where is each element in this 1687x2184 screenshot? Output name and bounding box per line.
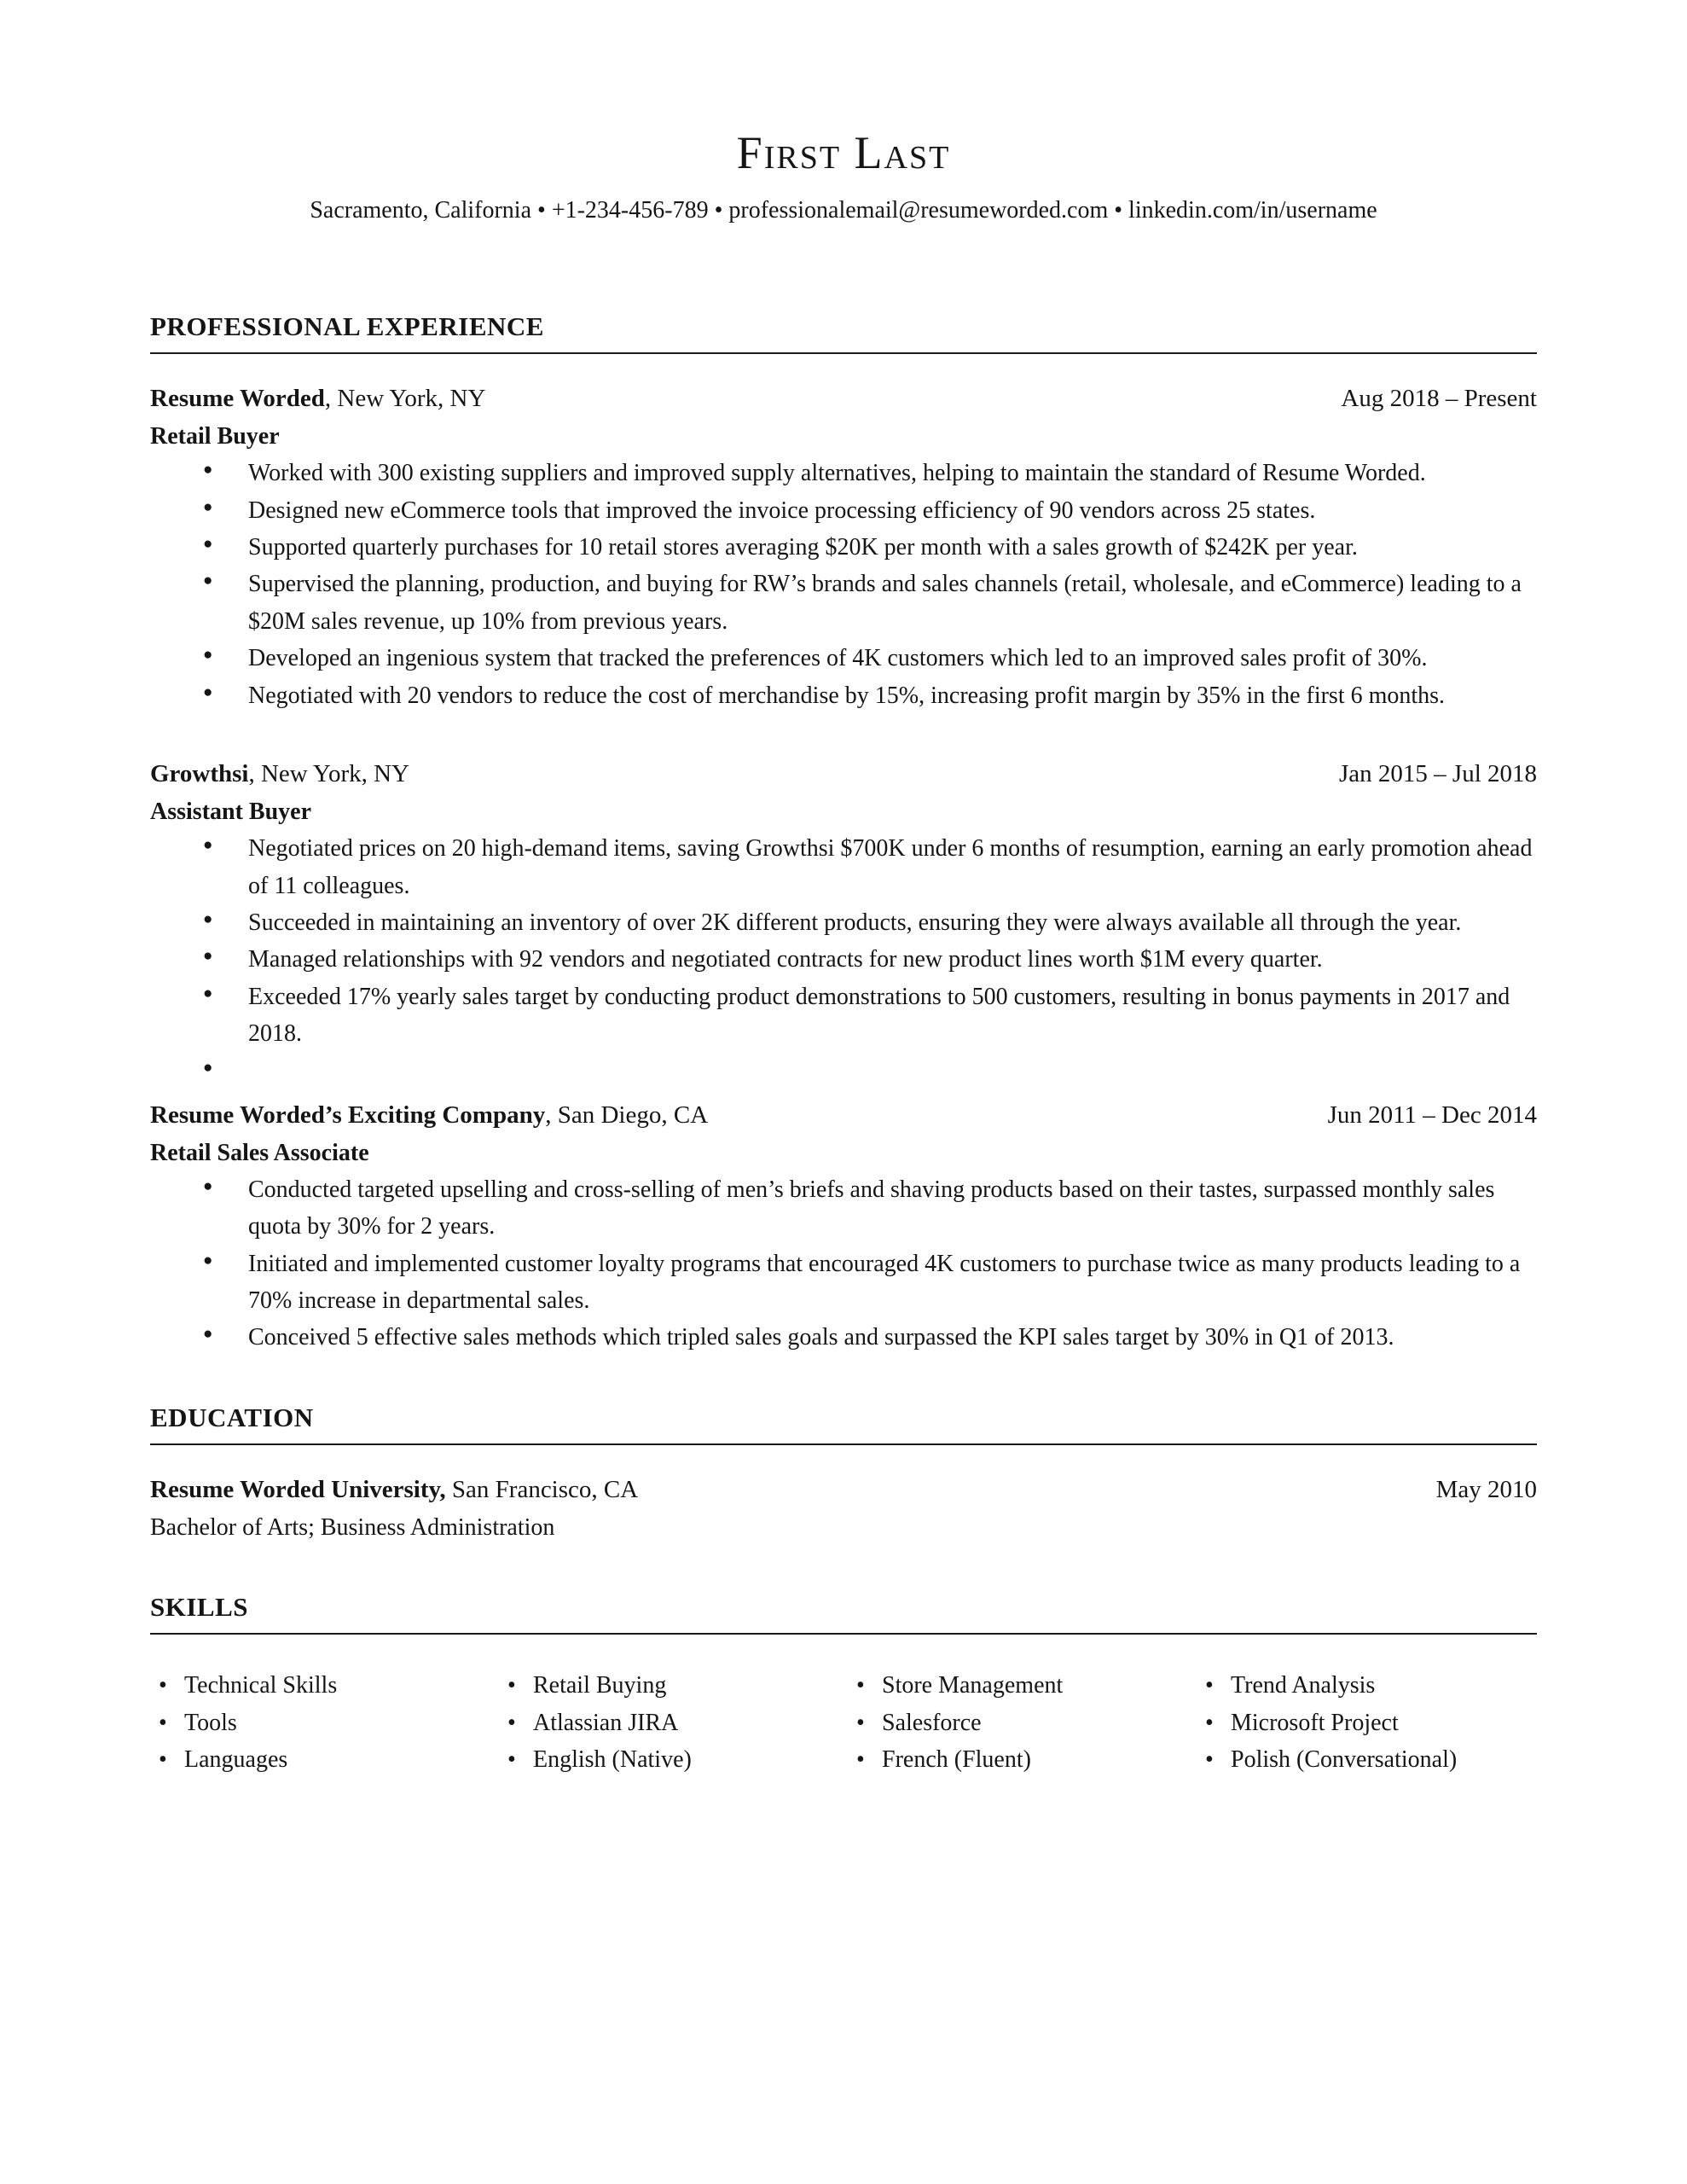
- bullet-item: ● Exceeded 17% yearly sales target by conducting product demonstrations to 500 customers, resulting in bonus payments in 2017 and 2018.: [150, 979, 1537, 1053]
- job-entry: [150, 755, 1537, 1089]
- skills-column: [499, 1667, 839, 1778]
- candidate-name: First Last: [736, 127, 951, 178]
- skill-item: • Tools: [150, 1705, 490, 1741]
- skills-column: [1197, 1667, 1537, 1778]
- job-role: Retail Sales Associate: [150, 1139, 369, 1166]
- section-experience: [150, 306, 1537, 1356]
- skills-column: [150, 1667, 490, 1778]
- section-education: [150, 1397, 1537, 1546]
- bullet-item: ● Negotiated prices on 20 high-demand items, saving Growthsi $700K under 6 months of resumption, earning an early promotion ahead of 11 colleagues.: [150, 830, 1537, 904]
- contact-line: Sacramento, California • +1-234-456-789 • professionalemail@resumeworded.com • linkedin.com/in/username: [310, 197, 1377, 224]
- job-header: [150, 380, 1537, 418]
- skill-item: • Trend Analysis: [1197, 1667, 1537, 1704]
- skill-item: • Languages: [150, 1741, 490, 1778]
- company-name: Resume Worded’s Exciting Company: [150, 1101, 546, 1129]
- bullet-item: ● Conceived 5 effective sales methods which tripled sales goals and surpassed the KPI sales target by 30% in Q1 of 2013.: [150, 1319, 1537, 1356]
- job-company-line: [150, 1096, 708, 1135]
- education-header: [150, 1471, 1537, 1509]
- bullet-list: [150, 1171, 1537, 1356]
- skill-item: • Technical Skills: [150, 1667, 490, 1704]
- job-header: [150, 755, 1537, 793]
- job-entry: [150, 380, 1537, 714]
- bullet-item: ● Worked with 300 existing suppliers and improved supply alternatives, helping to maintain the standard of Resume Worded.: [150, 455, 1537, 491]
- bullet-item: ● Initiated and implemented customer loyalty programs that encouraged 4K customers to purchase twice as many products leading to a 70% increase in departmental sales.: [150, 1246, 1537, 1320]
- company-name: Resume Worded: [150, 384, 325, 412]
- bullet-item: ● Supervised the planning, production, and buying for RW’s brands and sales channels (retail, wholesale, and eCommerce) leading to a $20M sales revenue, up 10% from previous years.: [150, 566, 1537, 640]
- bullet-item: ● Negotiated with 20 vendors to reduce the cost of merchandise by 15%, increasing profit margin by 35% in the first 6 months.: [150, 677, 1537, 714]
- school-location: San Francisco, CA: [445, 1475, 639, 1503]
- skill-item: • Retail Buying: [499, 1667, 839, 1704]
- experience-content: [150, 380, 1537, 1356]
- job-role: Retail Buyer: [150, 422, 280, 450]
- section-title-skills: SKILLS: [150, 1587, 1537, 1635]
- skill-item: • Atlassian JIRA: [499, 1705, 839, 1741]
- job-entry: [150, 1096, 1537, 1356]
- school-line: [150, 1471, 638, 1509]
- skill-item: • French (Fluent): [848, 1741, 1188, 1778]
- bullet-item: ● Conducted targeted upselling and cross-selling of men’s briefs and shaving products based on their tastes, surpassed monthly sales quota by 30% for 2 years.: [150, 1171, 1537, 1246]
- job-company-line: [150, 755, 409, 793]
- job-dates: Aug 2018 – Present: [1341, 384, 1537, 412]
- school-name: Resume Worded University,: [150, 1475, 446, 1503]
- skill-item: • Store Management: [848, 1667, 1188, 1704]
- bullet-list: [150, 830, 1537, 1089]
- education-dates: May 2010: [1435, 1475, 1537, 1503]
- bullet-list: [150, 455, 1537, 714]
- job-location: , New York, NY: [324, 384, 486, 412]
- company-name: Growthsi: [150, 759, 249, 787]
- job-dates: Jan 2015 – Jul 2018: [1339, 759, 1537, 787]
- bullet-item: ● Designed new eCommerce tools that improved the invoice processing efficiency of 90 vendors across 25 states.: [150, 492, 1537, 529]
- job-header: [150, 1096, 1537, 1135]
- job-role: Assistant Buyer: [150, 798, 312, 825]
- degree-line: Bachelor of Arts; Business Administration: [150, 1513, 555, 1541]
- skills-grid: [150, 1667, 1537, 1778]
- bullet-item: ● Supported quarterly purchases for 10 retail stores averaging $20K per month with a sales growth of $242K per year.: [150, 529, 1537, 566]
- skill-item: • English (Native): [499, 1741, 839, 1778]
- skill-item: • Polish (Conversational): [1197, 1741, 1537, 1778]
- job-dates: Jun 2011 – Dec 2014: [1327, 1101, 1537, 1129]
- section-title-experience: PROFESSIONAL EXPERIENCE: [150, 306, 1537, 354]
- bullet-item: ● Succeeded in maintaining an inventory of over 2K different products, ensuring they were always available all through the year.: [150, 904, 1537, 941]
- bullet-item: ● Developed an ingenious system that tracked the preferences of 4K customers which led to an improved sales profit of 30%.: [150, 640, 1537, 677]
- skill-item: • Microsoft Project: [1197, 1705, 1537, 1741]
- bullet-item: ● Managed relationships with 92 vendors and negotiated contracts for new product lines worth $1M every quarter.: [150, 941, 1537, 978]
- resume-header: [150, 128, 1537, 229]
- skill-item: • Salesforce: [848, 1705, 1188, 1741]
- section-title-education: EDUCATION: [150, 1397, 1537, 1445]
- skills-column: [848, 1667, 1188, 1778]
- section-skills: [150, 1587, 1537, 1778]
- job-company-line: [150, 380, 485, 418]
- job-location: , New York, NY: [248, 759, 409, 787]
- education-content: [150, 1471, 1537, 1546]
- bullet-item-empty: [150, 1053, 1537, 1089]
- job-location: , San Diego, CA: [545, 1101, 709, 1129]
